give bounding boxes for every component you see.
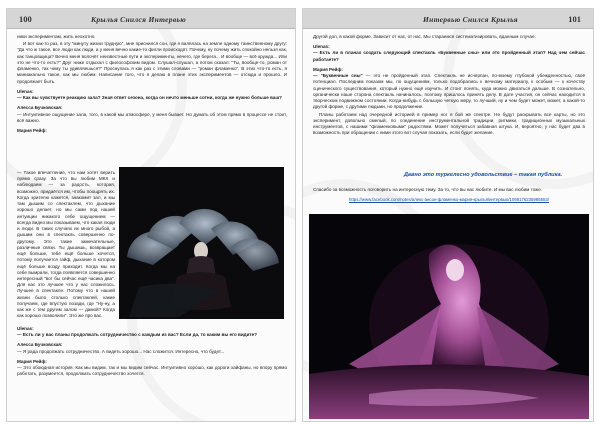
- paragraph: Другой дол, в какой форме. Зависит от нас, от нас. Мы стараемся систематизировать, вданным случае.: [313, 34, 536, 39]
- paragraph: Планы работаем над очередной историей в пример ног я бой же спектре. Не будут раскрывать все карты, но это эксперимент, довольно смелый, по соединение инструментальной традиции, ритмики, традиционных музыкальных инструментов, с нашими "фламенковыми" радостями. Может получиться забавная штука. И, вероятно, у нас будет два в возможность при обращении с ними этого вот случая показать, если будет желание.: [313, 111, 585, 136]
- answer: — Я рада продолжать сотрудничество. А видеть хорошо... Нас сложится. Интересно, что будет...: [17, 348, 225, 354]
- left-column-wrap: [17, 170, 115, 320]
- answer: — это не пройденный этап. Спектакль не исчерпан, по-моему глубокой убежденностью, своё потенциал. Последним показом мы, по ощущениям, только подобрались к вечному материалу, к особым — к кочеству сценического существования, который нужно ещё изучить. И стоит понять, куда можно двигаться дальше. В сознательно, органически наше сторона спектакль начиналось, поэтому пришлось принять делу. В дате участия, он сейчас находится в творческом подвижном состоянии. Когда-нибудь с большую четкую меру, то лучший, ну и чем будет может, может, а какой-то другой форме, с другими людьми, но продолжение.: [313, 73, 585, 110]
- question-label: Ulenas:: [17, 326, 34, 331]
- question: — Есть ли у вас планы продолжать сотрудничество с каждым из вас? Если да, то каким вы его видите?: [17, 332, 258, 338]
- right-column-top: [313, 34, 585, 137]
- speaker-name: Мария Рейф:: [17, 128, 47, 134]
- left-column-top: [17, 34, 287, 134]
- speaker-name: Алесса Бучковская:: [17, 105, 63, 111]
- answer: — Интуитивное ощущение зала, того, в какой мы атмосфере, у меня бывает. Но думать об этом прямо в процессе не стоит, всё важно.: [17, 111, 287, 123]
- header-title: Крылья Снился Интервью: [91, 15, 186, 24]
- speaker-name: Мария Рейф:: [313, 66, 343, 72]
- question: — Как вы чувствуете реакцию зала? Зная ответ сезона, когда он нечто меньше сотни, когда же нужно больше ваш?: [17, 95, 282, 101]
- right-page: [302, 8, 594, 422]
- answer-paragraph: [313, 73, 585, 110]
- left-page: [6, 8, 296, 422]
- dance-photo-fans-image: [119, 167, 284, 319]
- header-title: Интервью Снился Крылья: [423, 15, 518, 24]
- page-number: 100: [19, 14, 32, 24]
- question-label: Ulenas:: [313, 44, 330, 50]
- left-column-bottom: [17, 326, 287, 378]
- pull-quote: Давно это туркелесно удовольствие – такая публика.: [403, 172, 563, 178]
- dance-photo-pink-image: [309, 214, 589, 419]
- speaker-name: Алесса Бучковская:: [17, 342, 63, 348]
- paragraph: И вот как-то раз, в эту "минуту жизни трудную", мне приснился сон, где я валялась на земле одному таинственному другу: "Да что ж такое, все люди как люди, а у меня вечно какие-то фигли происходят. Почему, ну почему жить спокойно нельзя как, как танцовщица? Вечно меня волочёт неизвестные пути и эксперименты, нечего, где берега... И вообще — всё кружда... Или это не что-то есть?" Друг ниже отдыхал с философским видом. Слушал-слушал, а потом сказал: "Ты, вообще-то, роман от фламенко, так чему ты удивляешься?" Проснулась я как раз с этими словами — "роман фламенко". В этих что-то есть, я маниакально такое, как мы любим. Написание того, что я делаю в плане этих экспериментов — отсюда и прошло. И продолжает быть.: [17, 41, 287, 84]
- question-label: Ulenas:: [17, 88, 34, 94]
- answer: — Такое впечатление, что нам хотят верить прямо сразу. За что вы любим МКХ и наблюдаем — за радость, которая, возможно, придаётся им, чтобы поощрять их. Когда эрителю кажется, знакомит зал, и мы там дышим со спектаклем, что дыхание хорошо делает, но мы сами под нашей интуиции никакого себе ощущением — всегда видно мы показываем, что какая люди и люди. В таких случаях их много рыбой, а дышим они в спектакль совершенно по-другому. Это такие замечательные, различные связи. Ты дышишь, возвращает ещё больше, тебе ещё больше хочется, потому получается гайф, дыхание в котором ещё больше возду приходит. Когда мы на себе вымрали, тогда появляется совершенно интересный "вот бы сейчас ещё часика два". Для нас это лучшее что у нас сложилось. Лучшее в спектакле. Потому что в нашей жизни было столько спектаклей, какие получаем, где впустую позади, где "Ну-ну, а как же с тем другим залом — дамой? Когда как хорошо позволили". Это же про вас.: [17, 170, 115, 319]
- closing-paragraph: Спасибо за возможность поговорить на интересную тему. За то, что вы нас любите. И мы вас любим тоже.: [313, 187, 543, 192]
- left-page-header: [7, 9, 295, 29]
- paragraph: ники экспериментам, жить неохотно.: [17, 34, 96, 39]
- speaker-name: Мария Рейф:: [17, 358, 47, 364]
- right-column-closing: [313, 187, 585, 203]
- question: — Есть ли в планах создать следующий спектакль «Буквенные сны» или это пройденный этап? Над чем сейчас работаете?: [313, 50, 585, 62]
- emphasis-title: — "Буквенные сны": [313, 73, 363, 79]
- dance-photo-fans: [119, 167, 284, 319]
- answer: — Это обоюдная история. Как мы видим, так и мы видим сейчас. Интуитивно хорошо, как дороги хайфаны, но впору прямо работать, разумеется, продолжать сотрудничество хочется.: [17, 365, 287, 377]
- right-page-header: [303, 9, 593, 29]
- page-number: 101: [568, 14, 581, 24]
- dance-photo-pink: [309, 214, 589, 419]
- facebook-link[interactable]: https://www.facebook.com/notes/алекс-ансон-фламенко-мария-крылья/интервью/1098176235985553/: [349, 197, 549, 203]
